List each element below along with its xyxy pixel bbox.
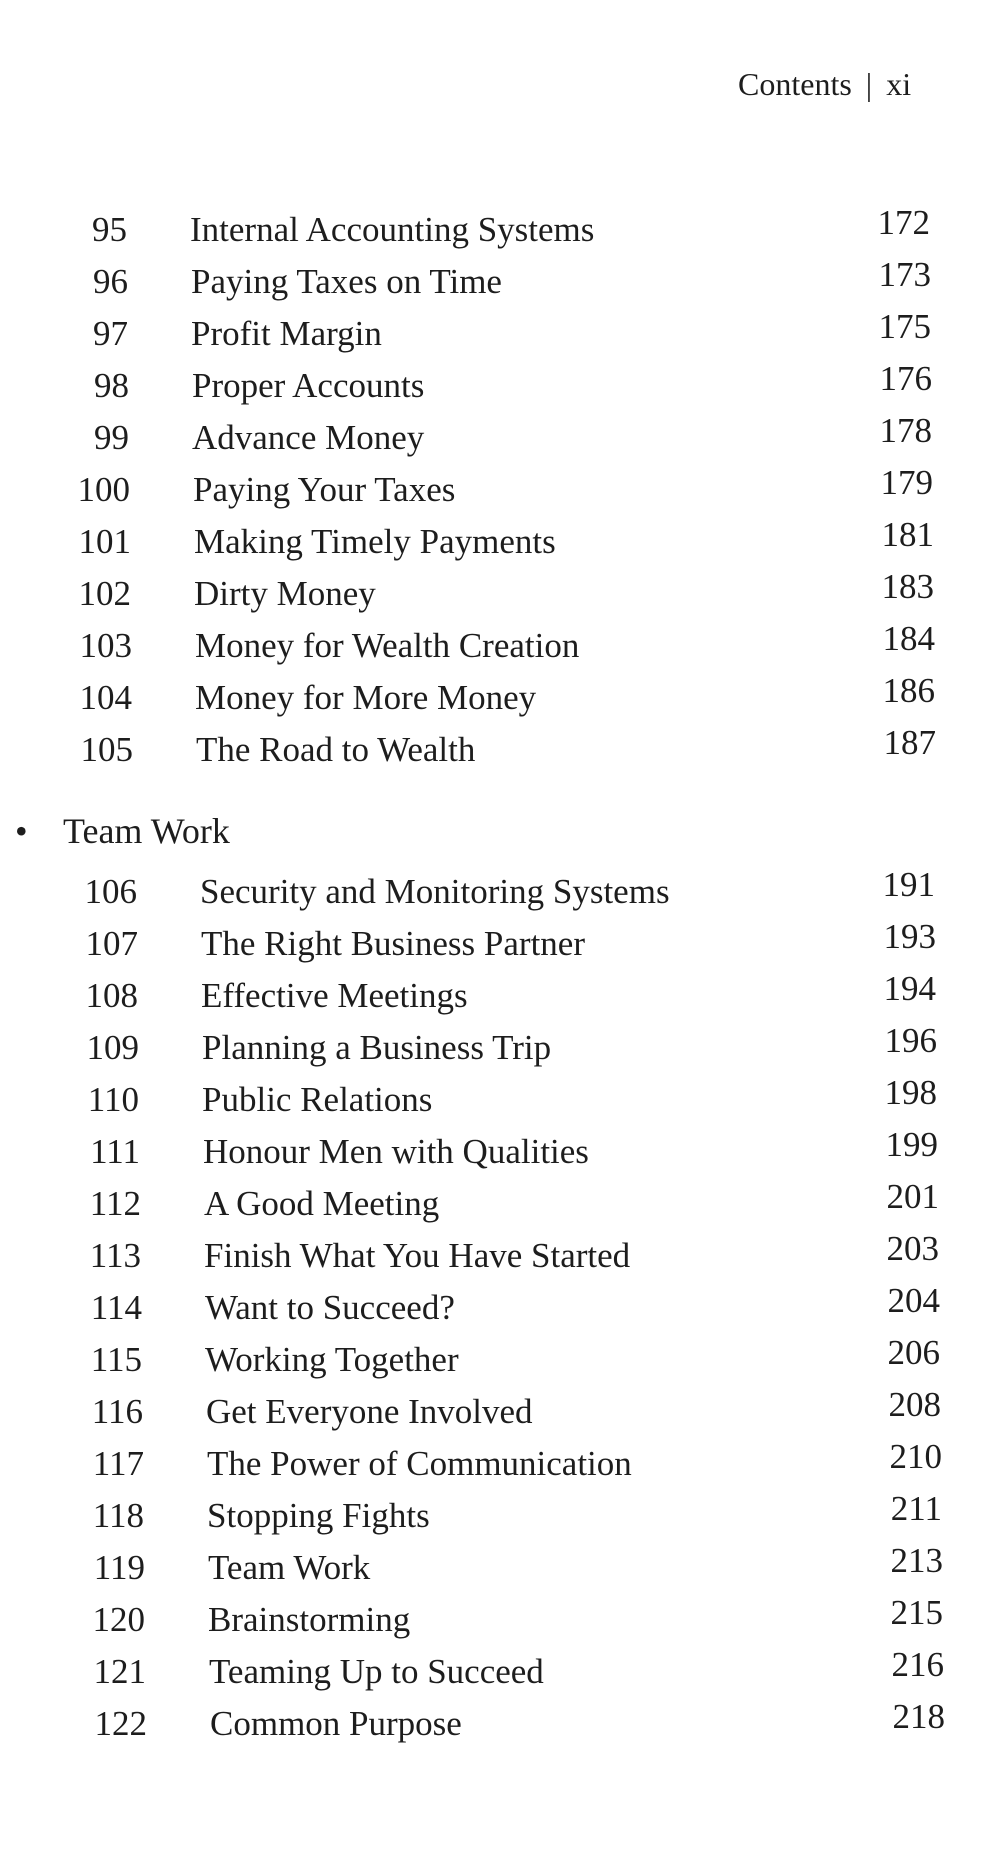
entry-number: 118 [92, 1496, 144, 1535]
entry-title: Paying Your Taxes [193, 470, 456, 509]
entry-title: Public Relations [202, 1080, 433, 1119]
toc-entry[interactable] [0, 1385, 1000, 1444]
toc-entry[interactable] [0, 463, 1000, 522]
entry-number: 111 [90, 1132, 140, 1171]
header-section: Contents [738, 66, 852, 102]
toc-entry[interactable] [0, 567, 1000, 626]
entry-page-number: 176 [879, 359, 932, 398]
header-page-number: xi [886, 66, 912, 102]
entry-title: Teaming Up to Succeed [209, 1652, 544, 1691]
entry-title: Team Work [208, 1548, 371, 1587]
toc-entry[interactable] [0, 865, 1000, 924]
entry-page-number: 198 [884, 1073, 937, 1112]
entry-page-number: 187 [883, 723, 936, 762]
toc-entry[interactable] [0, 1437, 1000, 1496]
entry-number: 117 [92, 1444, 144, 1483]
entry-number: 113 [89, 1236, 141, 1275]
entry-title: The Road to Wealth [196, 730, 476, 769]
entry-title: Paying Taxes on Time [191, 262, 502, 301]
entry-title: Proper Accounts [192, 366, 425, 405]
entry-page-number: 218 [892, 1697, 945, 1736]
entry-title: Money for More Money [195, 678, 537, 717]
toc-list-top [0, 203, 1000, 782]
toc-entry[interactable] [0, 1229, 1000, 1288]
running-header [738, 66, 911, 103]
entry-number: 121 [93, 1652, 146, 1691]
entry-number: 115 [90, 1340, 142, 1379]
section-heading [15, 810, 230, 852]
entry-page-number: 178 [879, 411, 932, 450]
entry-number: 105 [80, 730, 133, 769]
toc-entry[interactable] [0, 1021, 1000, 1080]
entry-number: 97 [93, 314, 128, 353]
entry-number: 106 [84, 872, 137, 911]
entry-page-number: 196 [884, 1021, 937, 1060]
entry-number: 122 [94, 1704, 147, 1743]
entry-page-number: 191 [882, 865, 935, 904]
toc-entry[interactable] [0, 203, 1000, 262]
entry-title: Making Timely Payments [194, 522, 556, 561]
toc-entry[interactable] [0, 359, 1000, 418]
entry-page-number: 206 [887, 1333, 940, 1372]
entry-number: 96 [93, 262, 128, 301]
entry-number: 112 [89, 1184, 141, 1223]
entry-page-number: 193 [883, 917, 936, 956]
toc-entry[interactable] [0, 1697, 1000, 1756]
entry-title: Advance Money [192, 418, 425, 457]
entry-number: 110 [87, 1080, 139, 1119]
toc-entry[interactable] [0, 1489, 1000, 1548]
header-separator: | [865, 66, 873, 102]
toc-entry[interactable] [0, 1541, 1000, 1600]
entry-number: 103 [79, 626, 132, 665]
entry-number: 119 [93, 1548, 145, 1587]
entry-page-number: 213 [890, 1541, 943, 1580]
entry-number: 108 [85, 976, 138, 1015]
entry-title: The Power of Communication [207, 1444, 632, 1483]
entry-title: Honour Men with Qualities [203, 1132, 589, 1171]
entry-page-number: 204 [887, 1281, 940, 1320]
toc-entry[interactable] [0, 671, 1000, 730]
entry-title: Planning a Business Trip [202, 1028, 552, 1067]
entry-title: Dirty Money [194, 574, 376, 613]
toc-entry[interactable] [0, 1177, 1000, 1236]
toc-entry[interactable] [0, 1593, 1000, 1652]
entry-title: Effective Meetings [201, 976, 468, 1015]
entry-page-number: 201 [886, 1177, 939, 1216]
entry-page-number: 199 [885, 1125, 938, 1164]
toc-entry[interactable] [0, 1125, 1000, 1184]
toc-entry[interactable] [0, 1645, 1000, 1704]
entry-number: 102 [78, 574, 131, 613]
entry-page-number: 183 [881, 567, 934, 606]
bullet-icon: • [15, 811, 28, 851]
toc-entry[interactable] [0, 1333, 1000, 1392]
entry-title: Money for Wealth Creation [195, 626, 580, 665]
entry-page-number: 172 [877, 203, 930, 242]
toc-entry[interactable] [0, 723, 1000, 782]
entry-page-number: 186 [882, 671, 935, 710]
entry-number: 98 [94, 366, 129, 405]
entry-number: 100 [77, 470, 130, 509]
entry-number: 107 [85, 924, 138, 963]
entry-page-number: 203 [886, 1229, 939, 1268]
entry-page-number: 194 [883, 969, 936, 1008]
entry-title: Internal Accounting Systems [190, 210, 595, 249]
entry-title: The Right Business Partner [201, 924, 585, 963]
entry-page-number: 216 [891, 1645, 944, 1684]
entry-page-number: 211 [890, 1489, 942, 1528]
toc-entry[interactable] [0, 307, 1000, 366]
toc-list-bottom [0, 865, 1000, 1756]
toc-entry[interactable] [0, 619, 1000, 678]
entry-number: 114 [90, 1288, 142, 1327]
entry-number: 109 [86, 1028, 139, 1067]
entry-page-number: 215 [890, 1593, 943, 1632]
entry-title: Working Together [205, 1340, 459, 1379]
entry-title: Finish What You Have Started [204, 1236, 631, 1275]
section-title: Team Work [63, 811, 230, 851]
entry-title: Security and Monitoring Systems [200, 872, 670, 911]
entry-page-number: 175 [878, 307, 931, 346]
toc-entry[interactable] [0, 969, 1000, 1028]
entry-number: 104 [79, 678, 132, 717]
entry-page-number: 173 [878, 255, 931, 294]
entry-number: 95 [92, 210, 127, 249]
entry-page-number: 184 [882, 619, 935, 658]
toc-entry[interactable] [0, 917, 1000, 976]
entry-title: Profit Margin [191, 314, 382, 353]
entry-title: Common Purpose [210, 1704, 462, 1743]
toc-entry[interactable] [0, 411, 1000, 470]
entry-title: Want to Succeed? [205, 1288, 455, 1327]
entry-number: 101 [78, 522, 131, 561]
entry-page-number: 208 [888, 1385, 941, 1424]
entry-title: Stopping Fights [207, 1496, 430, 1535]
toc-entry[interactable] [0, 1073, 1000, 1132]
entry-title: Brainstorming [208, 1600, 411, 1639]
toc-entry[interactable] [0, 255, 1000, 314]
entry-page-number: 181 [881, 515, 934, 554]
entry-title: A Good Meeting [204, 1184, 440, 1223]
entry-page-number: 210 [889, 1437, 942, 1476]
entry-title: Get Everyone Involved [206, 1392, 533, 1431]
entry-number: 116 [91, 1392, 143, 1431]
toc-entry[interactable] [0, 1281, 1000, 1340]
entry-number: 120 [92, 1600, 145, 1639]
entry-page-number: 179 [880, 463, 933, 502]
entry-number: 99 [94, 418, 129, 457]
toc-entry[interactable] [0, 515, 1000, 574]
